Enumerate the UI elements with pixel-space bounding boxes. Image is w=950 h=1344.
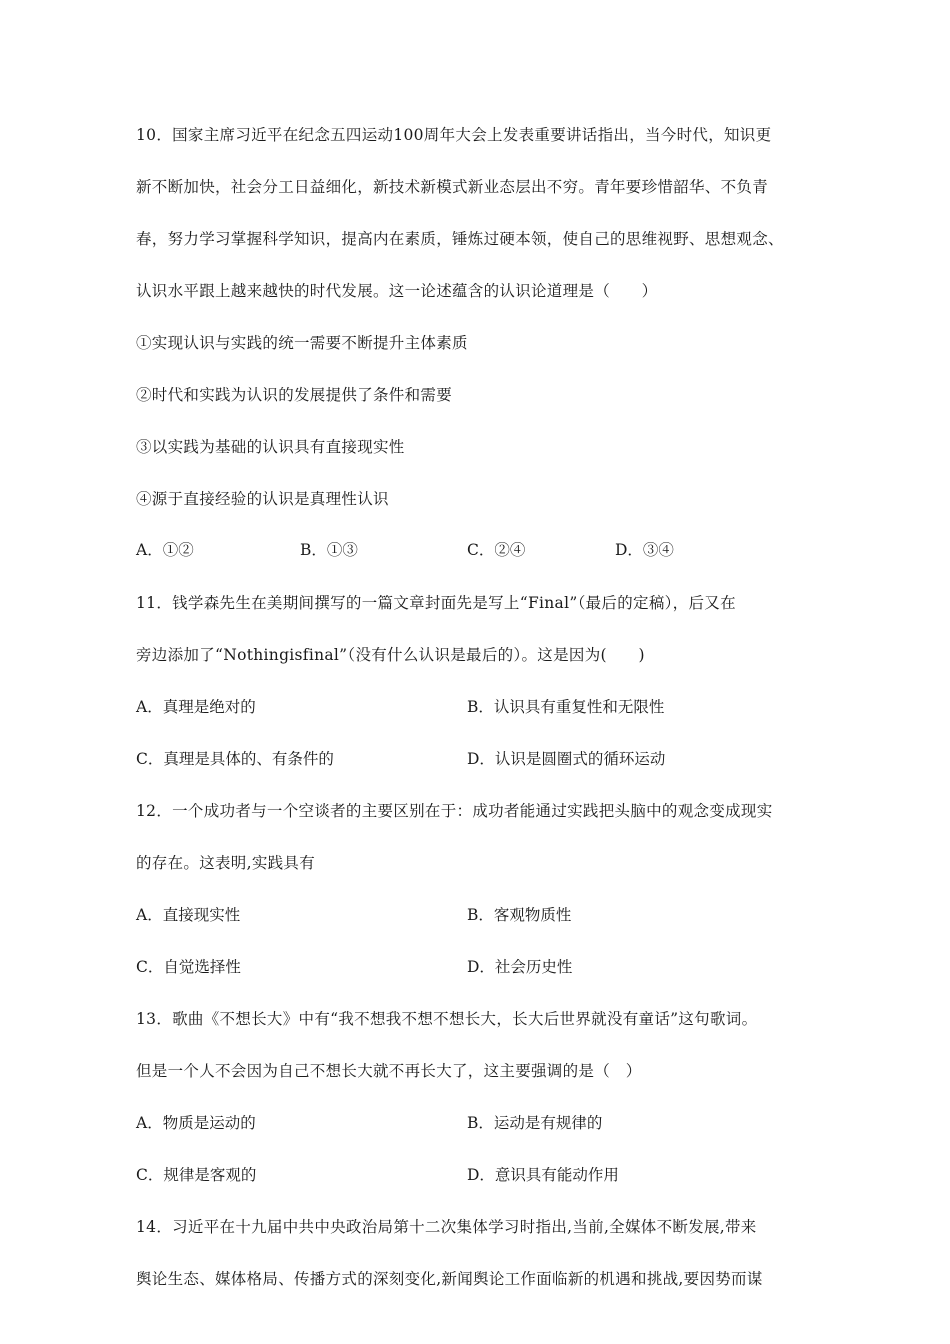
q11-option-a: A．真理是绝对的 [136, 698, 256, 716]
q11-option-b: B．认识具有重复性和无限性 [467, 698, 665, 716]
q13-stem-line: 13．歌曲《不想长大》中有“我不想我不想不想长大，长大后世界就没有童话”这句歌词。 [136, 1010, 758, 1028]
q11-option-c: C．真理是具体的、有条件的 [136, 750, 334, 768]
q10-statement-4: ④源于直接经验的认识是真理性认识 [136, 490, 389, 508]
q10-stem-line: 春，努力学习掌握科学知识，提高内在素质，锤炼过硬本领，使自己的思维视野、思想观念、 [136, 230, 784, 248]
q11-option-d: D．认识是圆圈式的循环运动 [467, 750, 666, 768]
q11-stem-line: 旁边添加了“Nothingisfinal”（没有什么认识是最后的）。这是因为( ) [136, 646, 645, 664]
q14-stem-line: 14．习近平在十九届中共中央政治局第十二次集体学习时指出,当前,全媒体不断发展,带来 [136, 1218, 757, 1236]
q10-stem-line: 10．国家主席习近平在纪念五四运动100周年大会上发表重要讲话指出，当今时代，知识更 [136, 126, 772, 144]
q12-stem-line: 12．一个成功者与一个空谈者的主要区别在于：成功者能通过实践把头脑中的观念变成现实 [136, 802, 773, 820]
q12-stem-line: 的存在。这表明,实践具有 [136, 854, 316, 872]
q10-option-a: A．①② [136, 541, 194, 559]
q10-statement-3: ③以实践为基础的认识具有直接现实性 [136, 438, 405, 456]
q12-option-d: D．社会历史性 [467, 958, 573, 976]
q12-option-a: A．直接现实性 [136, 906, 241, 924]
q13-stem-line: 但是一个人不会因为自己不想长大就不再长大了，这主要强调的是（ ） [136, 1062, 642, 1080]
q14-stem-line: 舆论生态、媒体格局、传播方式的深刻变化,新闻舆论工作面临新的机遇和挑战,要因势而谋 [136, 1270, 763, 1288]
q10-option-d: D．③④ [615, 541, 674, 559]
q13-option-c: C．规律是客观的 [136, 1166, 257, 1184]
q10-stem-line: 新不断加快，社会分工日益细化，新技术新模式新业态层出不穷。青年要珍惜韶华、不负青 [136, 178, 769, 196]
q13-option-b: B．运动是有规律的 [467, 1114, 603, 1132]
q13-option-a: A．物质是运动的 [136, 1114, 256, 1132]
q11-stem-line: 11．钱学森先生在美期间撰写的一篇文章封面先是写上“Final”（最后的定稿），后又在 [136, 594, 736, 612]
q10-option-c: C．②④ [467, 541, 526, 559]
q13-option-d: D．意识具有能动作用 [467, 1166, 619, 1184]
q10-option-b: B．①③ [300, 541, 358, 559]
q10-statement-2: ②时代和实践为认识的发展提供了条件和需要 [136, 386, 453, 404]
q12-option-b: B．客观物质性 [467, 906, 572, 924]
q12-option-c: C．自觉选择性 [136, 958, 241, 976]
q10-stem-line: 认识水平跟上越来越快的时代发展。这一论述蕴含的认识论道理是（ ） [136, 282, 658, 300]
q10-statement-1: ①实现认识与实践的统一需要不断提升主体素质 [136, 334, 468, 352]
